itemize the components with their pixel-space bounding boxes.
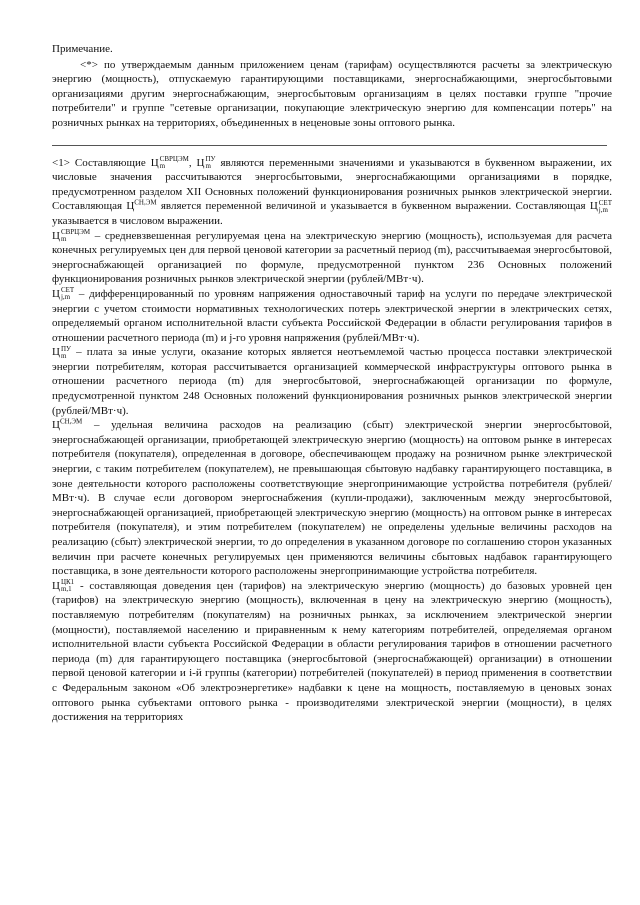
- symbol-c-snzm: $Ц^{СН,ЭМ}$: [52, 417, 83, 432]
- symbol-c-pu: Ц ПУ m: [196, 155, 216, 171]
- footnote-text: - составляющая доведения цен (тарифов) на электрическую энергию (мощность) до базовых уровней цен (тарифов) на электрическую энергию (мощность), включенная в цену на электрическую энергию (мощность), поставляемую потребителям (покупателям) на розничных рынках, за исключением электрической энергии (мощности), поставляемой населению и приравненным к нему категориям потребителей, определяемая органом исполнительной власти субъекта Российской Федерации в области регулирования тарифов в отношении расчетного периода (m) для гарантирующего поставщика (энергосбытовой (энергоснабжающей) организации) в отношении первой ценовой категории и i-й группы (категории) потребителей (покупателей) в период применения в соответствии с Федеральным законом «Об электроэнергетике» надбавки к цене на мощность, поставляемую в ценовых зонах оптового рынка субъектами оптового рынка - производителями электрической энергии (мощности), в целях достижения на территориях: [52, 579, 612, 724]
- footnotes: [52, 156, 612, 725]
- footnote-text: является переменной величиной и указывается в буквенном выражении. Составляющая: [160, 200, 586, 213]
- symbol-c-svrcem: Ц СВРЦЭМ m: [52, 228, 91, 243]
- note-text: <*> по утверждаемым данным приложением ценам (тарифам) осуществляются расчеты за электрическую энергию (мощность), отпускаемую гарантирующими поставщиками, энергоснабжающими, энергосбытовыми организациями другим энергоснабжающим, энергосбытовым организациям в целях поставки группе "прочие потребители" и группе "сетевые организации, покупающие электрическую энергию для компенсации потерь" на розничных рынках на территориях, объединенных в неценовые зоны оптового рынка.: [52, 58, 612, 129]
- footnote-text: – дифференцированный по уровням напряжения одноставочный тариф на услуги по передаче электрической энергии с учетом стоимости нормативных технологических потерь электрической энергии в электрических сетях, определяемый органом исполнительной власти субъекта Российской Федерации в области регулирования тарифов в отношении расчетного периода (m) и j-го уровня напряжения (рублей/МВт·ч).: [52, 287, 612, 344]
- symbol-c-svrcem: Ц СВРЦЭМ m: [150, 155, 189, 171]
- symbol-c-set: Ц СЕТ j,m: [589, 198, 612, 214]
- footnote-text: указывается в числовом выражении.: [52, 214, 223, 227]
- footnote-paragraph-6: [52, 579, 612, 725]
- symbol-c-set: Ц СЕТ j,m: [52, 286, 75, 302]
- footnote-paragraph-3: [52, 287, 612, 345]
- note-title: Примечание.: [52, 43, 113, 55]
- footnote-text: <1> Составляющие: [52, 156, 146, 169]
- footnote-paragraph-4: [52, 345, 612, 418]
- symbol-c-pu: Ц ПУ m: [52, 344, 71, 360]
- footnote-paragraph-1: [52, 156, 612, 229]
- footnote-text: ,: [188, 156, 192, 169]
- footnote-text: – средневзвешенная регулируемая цена на электрическую энергию (мощность), используемая для расчета конечных регулируемых цен для первой ценовой категории за расчетный период (m), рассчитываемая энергосбытовой, энергоснабжающей организацией по формуле, предусмотренной пунктом 236 Основных положений функционирования розничных рынков электрической энергии (рублей/МВт·ч).: [52, 229, 613, 286]
- footnote-text: являются переменными значениями и указываются в буквенном выражении, их числовые значения рассчитываются энергосбытовыми, энергоснабжающими организациями в порядке, предусмотренном разделом XII Основных положений функционирования розничных рынков электрической энергии. Составляющая: [52, 156, 613, 213]
- symbol-c-ck1: Ц ЦК1 m,1: [52, 578, 75, 594]
- symbol-c-snzm: $Ц^{СН,ЭМ}$: [126, 198, 157, 213]
- footnote-paragraph-5: [52, 418, 612, 579]
- footnote-text: – плата за иные услуги, оказание которых является неотъемлемой частью процесса поставки электрической энергии потребителям, которая рассчитывается организацией коммерческой инфраструктуры оптового рынка в отношении расчетного периода (m) для энергосбытовой, энергоснабжающей организации по формуле, предусмотренной пунктом 248 Основных положений функционирования розничных рынков электрической энергии (рублей/МВт·ч).: [52, 346, 612, 417]
- footnote-text: – удельная величина расходов на реализацию (сбыт) электрической энергии энергосбытовой, энергоснабжающей организации, приобретающей электрическую энергию (мощность) на оптовом рынке в интересах потребителя (покупателя), определенная в договоре, обеспечивающем продажу на розничном рынке электрической энергии, с таким потребителем (покупателем), не превышающая сбытовую надбавку гарантирующего поставщика, в зоне деятельности которого расположены соответствующие энергопринимающие устройства потребителя (рублей/МВт·ч). В случае если договором энергоснабжения (купли-продажи), заключенным между энергосбытовой, энергоснабжающей организацией, приобретающей электрическую энергию (мощность) на оптовом рынке в интересах потребителя (покупателя), и этим потребителем (покупателем) не определены удельные величины расходов на реализацию (сбыт) электрической энергии, то до определения в указанном договоре по соглашению сторон указанных величин при расчете конечных регулируемых цен применяются величины сбытовых надбавок гарантирующего поставщика, в зоне деятельности которого расположены энергопринимающие устройства потребителя.: [52, 419, 613, 578]
- document-page: [52, 42, 612, 725]
- footnote-paragraph-2: [52, 229, 612, 287]
- footnote-separator: [52, 145, 607, 146]
